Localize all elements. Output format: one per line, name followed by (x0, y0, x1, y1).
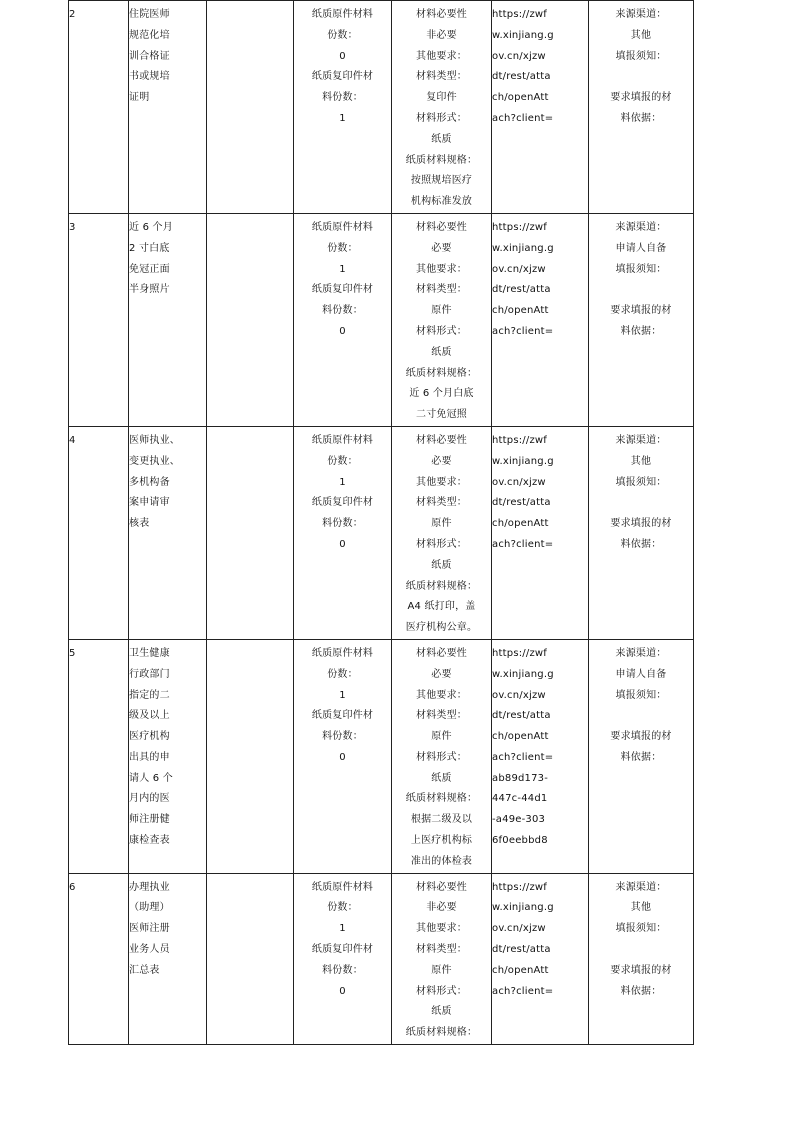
material-count-line: 0 (339, 538, 346, 550)
material-requirement-line: 上医疗机构标 (410, 835, 473, 847)
material-requirement-line: 医疗机构公章。 (405, 622, 478, 634)
attachment-link-cell[interactable] (492, 639, 589, 873)
material-name-line: 月内的医 (129, 793, 170, 805)
material-name-line: 规范化培 (129, 29, 170, 41)
material-requirement-line: 材料必要性 (416, 881, 467, 893)
material-name-line: 住院医师 (129, 9, 170, 20)
material-requirement-line: 其他要求： (416, 923, 467, 935)
material-name-line: 医师注册 (129, 923, 170, 935)
material-count-cell (294, 873, 392, 1044)
source-channel-line: 要求填报的材 (610, 92, 672, 104)
attachment-link-cell[interactable] (492, 1, 589, 214)
empty-cell (207, 213, 294, 426)
material-name-line: 级及以上 (129, 710, 170, 722)
material-name-line: 多机构备 (129, 476, 170, 488)
material-name-line: 请人 6 个 (129, 772, 173, 784)
empty-cell (207, 1, 294, 214)
materials-table-body (69, 1, 694, 1045)
material-name-line: 案申请审 (129, 497, 170, 509)
attachment-link-cell[interactable] (492, 873, 589, 1044)
attachment-link-line: w.xinjiang.g (492, 902, 554, 914)
material-name-line: 2 寸白底 (129, 242, 170, 254)
material-requirement-line: 必要 (431, 668, 452, 680)
row-number-cell (69, 426, 129, 639)
material-count-line: 纸质原件材料 (311, 881, 374, 893)
source-channel-line: 来源渠道： (615, 9, 667, 20)
material-requirement-line: 原件 (431, 964, 452, 976)
attachment-link-line: https://zwf (492, 9, 547, 20)
attachment-link-line: ch/openAtt (492, 964, 549, 976)
source-channel-line: 填报须知： (615, 923, 667, 935)
material-requirement-line: 必要 (431, 455, 452, 467)
material-name-line: 医师执业、 (129, 434, 180, 446)
material-name-cell (129, 1, 207, 214)
material-requirement-line: 材料形式： (416, 112, 467, 124)
material-count-line: 0 (339, 751, 346, 763)
row-number-cell (69, 639, 129, 873)
material-requirement-line: 纸质 (431, 559, 452, 571)
material-requirement-line: 纸质 (431, 772, 452, 784)
material-requirement-line: 材料必要性 (416, 647, 467, 659)
material-count-line: 纸质复印件材 (311, 710, 374, 722)
attachment-link-line: https://zwf (492, 434, 547, 446)
material-name-line: 变更执业、 (129, 455, 180, 467)
source-channel-line: 填报须知： (615, 50, 667, 62)
material-requirement-line: 纸质材料规格： (405, 580, 478, 592)
material-name-line: （助理） (129, 902, 170, 914)
material-requirement-line: 非必要 (426, 902, 457, 914)
material-requirement-line: 材料形式： (416, 325, 467, 337)
material-name-line: 指定的二 (129, 689, 170, 701)
source-channel-line (589, 940, 693, 961)
material-requirement-cell (392, 426, 492, 639)
material-requirement-line: 材料形式： (416, 751, 467, 763)
attachment-link-line: ov.cn/xjzw (492, 263, 546, 275)
row-number: 2 (69, 9, 76, 20)
source-channel-line: 其他 (630, 455, 652, 467)
material-count-cell (294, 213, 392, 426)
attachment-link-line: ab89d173- (492, 772, 549, 784)
material-name-line: 核表 (129, 518, 150, 530)
attachment-link-line: dt/rest/atta (492, 497, 551, 509)
material-name-line: 半身照片 (129, 284, 170, 296)
source-channel-line: 填报须知： (615, 476, 667, 488)
material-requirement-line: 纸质材料规格： (405, 1027, 478, 1039)
source-channel-line: 来源渠道： (615, 647, 667, 659)
source-channel-line: 来源渠道： (615, 434, 667, 446)
material-name-line: 医疗机构 (129, 731, 170, 743)
attachment-link-line: 6f0eebbd8 (492, 835, 548, 847)
material-count-line: 纸质原件材料 (311, 434, 374, 446)
source-channel-cell (589, 426, 694, 639)
material-count-cell (294, 426, 392, 639)
source-channel-line: 料依据： (620, 325, 662, 337)
source-channel-line: 料依据： (620, 751, 662, 763)
material-name-cell (129, 426, 207, 639)
material-count-line: 料份数： (322, 518, 363, 530)
material-requirement-line: 非必要 (426, 29, 457, 41)
material-requirement-line: 材料必要性 (416, 434, 467, 446)
attachment-link-line: dt/rest/atta (492, 710, 551, 722)
material-requirement-line: 根据二级及以 (410, 814, 473, 826)
material-requirement-line: 材料类型： (416, 944, 467, 956)
material-requirement-line: 材料类型： (416, 710, 467, 722)
source-channel-line: 来源渠道： (615, 881, 667, 893)
material-count-line: 份数： (327, 242, 358, 254)
source-channel-line: 申请人自备 (615, 242, 667, 254)
material-count-line: 料份数： (322, 731, 363, 743)
material-count-line: 0 (339, 325, 346, 337)
material-requirement-cell (392, 873, 492, 1044)
attachment-link-line: ch/openAtt (492, 305, 549, 317)
attachment-link-line: dt/rest/atta (492, 71, 551, 83)
attachment-link-line: ach?client= (492, 325, 554, 337)
material-requirement-line: 复印件 (426, 92, 457, 104)
material-count-line: 份数： (327, 668, 358, 680)
material-requirement-line: 材料类型： (416, 497, 467, 509)
material-requirement-line: 纸质 (431, 1006, 452, 1018)
attachment-link-cell[interactable] (492, 213, 589, 426)
source-channel-line: 来源渠道： (615, 221, 667, 233)
source-channel-line: 要求填报的材 (610, 964, 672, 976)
material-requirement-line: 其他要求： (416, 476, 467, 488)
table-row (69, 426, 694, 639)
material-requirement-line: 机构标准发放 (410, 196, 473, 208)
attachment-link-line: 447c-44d1 (492, 793, 548, 805)
row-number-cell (69, 213, 129, 426)
material-count-line: 1 (339, 476, 346, 488)
source-channel-line: 其他 (630, 29, 652, 41)
material-requirement-line: 其他要求： (416, 689, 467, 701)
source-channel-line (589, 493, 693, 514)
attachment-link-line: ch/openAtt (492, 518, 549, 530)
source-channel-line (589, 280, 693, 301)
material-count-line: 料份数： (322, 305, 363, 317)
material-count-line: 纸质原件材料 (311, 647, 374, 659)
empty-cell (207, 873, 294, 1044)
attachment-link-line: -a49e-303 (492, 814, 546, 826)
material-count-line: 纸质复印件材 (311, 944, 374, 956)
attachment-link-line: ch/openAtt (492, 92, 549, 104)
empty-cell (207, 639, 294, 873)
material-requirement-line: 材料形式： (416, 985, 467, 997)
source-channel-cell (589, 1, 694, 214)
material-name-line: 卫生健康 (129, 647, 170, 659)
material-requirement-line: 纸质材料规格： (405, 367, 478, 379)
material-requirement-cell (392, 1, 492, 214)
source-channel-line: 要求填报的材 (610, 518, 672, 530)
material-name-cell (129, 873, 207, 1044)
material-name-line: 行政部门 (129, 668, 170, 680)
material-name-line: 训合格证 (129, 50, 170, 62)
source-channel-line: 料依据： (620, 538, 662, 550)
material-count-line: 纸质复印件材 (311, 497, 374, 509)
material-requirement-line: 材料类型： (416, 284, 467, 296)
attachment-link-line: https://zwf (492, 881, 547, 893)
material-name-line: 近 6 个月 (129, 221, 173, 233)
attachment-link-line: w.xinjiang.g (492, 455, 554, 467)
source-channel-line: 申请人自备 (615, 668, 667, 680)
material-requirement-line: 原件 (431, 731, 452, 743)
source-channel-cell (589, 639, 694, 873)
material-requirement-cell (392, 213, 492, 426)
material-count-line: 纸质原件材料 (311, 9, 374, 20)
source-channel-line: 填报须知： (615, 689, 667, 701)
attachment-link-line: ach?client= (492, 751, 554, 763)
material-count-line: 份数： (327, 455, 358, 467)
attachment-link-cell[interactable] (492, 426, 589, 639)
material-requirement-line: A4 纸打印，盖 (407, 601, 476, 613)
material-count-line: 料份数： (322, 92, 363, 104)
table-row (69, 1, 694, 214)
material-count-line: 1 (339, 263, 346, 275)
material-count-line: 1 (339, 689, 346, 701)
material-name-line: 办理执业 (129, 881, 170, 893)
source-channel-line: 其他 (630, 902, 652, 914)
material-count-cell (294, 1, 392, 214)
material-requirement-line: 材料必要性 (416, 221, 467, 233)
row-number: 3 (69, 221, 76, 233)
material-requirement-line: 其他要求： (416, 263, 467, 275)
attachment-link-line: ov.cn/xjzw (492, 476, 546, 488)
attachment-link-line: ch/openAtt (492, 731, 549, 743)
material-count-line: 纸质原件材料 (311, 221, 374, 233)
material-requirement-cell (392, 639, 492, 873)
material-name-line: 书或规培 (129, 71, 170, 83)
material-count-line: 纸质复印件材 (311, 284, 374, 296)
attachment-link-line: ach?client= (492, 112, 554, 124)
material-count-line: 0 (339, 985, 346, 997)
attachment-link-line: ov.cn/xjzw (492, 689, 546, 701)
material-name-cell (129, 213, 207, 426)
empty-cell (207, 426, 294, 639)
material-requirement-line: 纸质材料规格： (405, 793, 478, 805)
source-channel-line: 填报须知： (615, 263, 667, 275)
material-requirement-line: 必要 (431, 242, 452, 254)
material-count-line: 份数： (327, 29, 358, 41)
material-requirement-line: 准出的体检表 (410, 855, 473, 867)
row-number: 4 (69, 434, 76, 446)
attachment-link-line: w.xinjiang.g (492, 668, 554, 680)
material-name-line: 康检查表 (129, 835, 170, 847)
material-requirement-line: 原件 (431, 305, 452, 317)
material-count-line: 1 (339, 923, 346, 935)
source-channel-line: 要求填报的材 (610, 305, 672, 317)
material-requirement-line: 近 6 个月白底 (409, 388, 474, 400)
source-channel-line (589, 67, 693, 88)
material-count-line: 料份数： (322, 964, 363, 976)
attachment-link-line: ach?client= (492, 985, 554, 997)
material-requirement-line: 按照规培医疗 (410, 175, 473, 187)
source-channel-line (589, 706, 693, 727)
row-number-cell (69, 873, 129, 1044)
attachment-link-line: https://zwf (492, 221, 547, 233)
attachment-link-line: ov.cn/xjzw (492, 50, 546, 62)
material-name-line: 免冠正面 (129, 263, 170, 275)
table-row (69, 639, 694, 873)
materials-table (68, 0, 694, 1045)
material-count-cell (294, 639, 392, 873)
row-number: 6 (69, 881, 76, 893)
material-requirement-line: 纸质材料规格： (405, 154, 478, 166)
source-channel-line: 要求填报的材 (610, 731, 672, 743)
material-name-line: 师注册健 (129, 814, 170, 826)
material-count-line: 1 (339, 112, 346, 124)
material-count-line: 份数： (327, 902, 358, 914)
material-requirement-line: 其他要求： (416, 50, 467, 62)
source-channel-cell (589, 213, 694, 426)
material-requirement-line: 材料类型： (416, 71, 467, 83)
material-name-line: 业务人员 (129, 944, 170, 956)
row-number-cell (69, 1, 129, 214)
attachment-link-line: w.xinjiang.g (492, 29, 554, 41)
attachment-link-line: ov.cn/xjzw (492, 923, 546, 935)
material-name-line: 汇总表 (129, 964, 160, 976)
material-requirement-line: 二寸免冠照 (416, 409, 467, 421)
material-requirement-line: 纸质 (431, 346, 452, 358)
material-name-line: 出具的申 (129, 751, 170, 763)
material-name-line: 证明 (129, 92, 150, 104)
attachment-link-line: https://zwf (492, 647, 547, 659)
table-row (69, 213, 694, 426)
source-channel-line: 料依据： (620, 985, 662, 997)
attachment-link-line: w.xinjiang.g (492, 242, 554, 254)
material-count-line: 0 (339, 50, 346, 62)
material-requirement-line: 材料形式： (416, 538, 467, 550)
material-requirement-line: 纸质 (431, 133, 452, 145)
table-row (69, 873, 694, 1044)
material-requirement-line: 原件 (431, 518, 452, 530)
source-channel-line: 料依据： (620, 112, 662, 124)
source-channel-cell (589, 873, 694, 1044)
attachment-link-line: ach?client= (492, 538, 554, 550)
material-requirement-line: 材料必要性 (416, 9, 467, 20)
material-name-cell (129, 639, 207, 873)
row-number: 5 (69, 647, 76, 659)
attachment-link-line: dt/rest/atta (492, 284, 551, 296)
material-count-line: 纸质复印件材 (311, 71, 374, 83)
attachment-link-line: dt/rest/atta (492, 944, 551, 956)
